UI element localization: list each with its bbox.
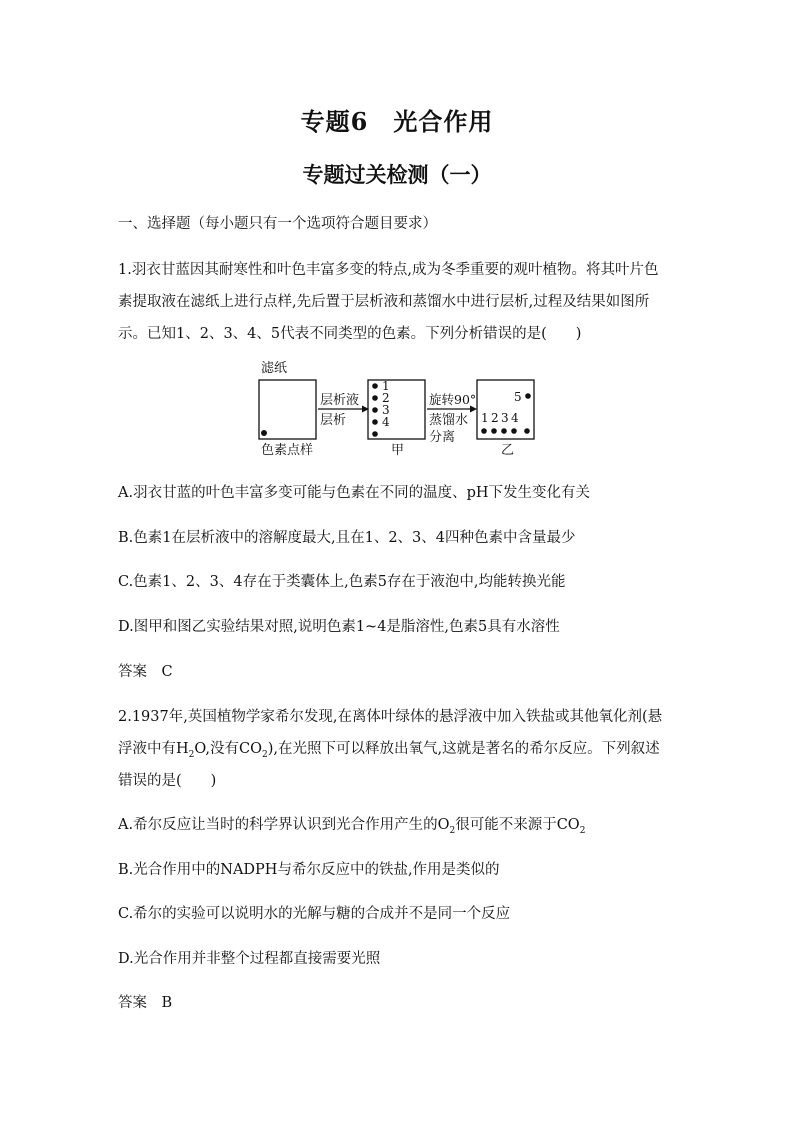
- yi-label-5: 5: [514, 390, 522, 404]
- arrow2-bottom-label: 分离: [429, 430, 456, 445]
- arrow2-mid-label: 蒸馏水: [429, 413, 469, 428]
- q2-option-a: A.希尔反应让当时的科学界认识到光合作用产生的$O_2$很可能不来源于$CO_2$: [118, 817, 586, 836]
- arrow1-bottom-label: 层析: [320, 413, 347, 428]
- jia-label-3: 3: [382, 403, 390, 417]
- q2-option-b: B.光合作用中的NADPH与希尔反应中的铁盐,作用是类似的: [118, 862, 500, 878]
- q1-stem-line-1: 1.羽衣甘蓝因其耐寒性和叶色丰富多变的特点,成为冬季重要的观叶植物。将其叶片色: [118, 262, 659, 278]
- yi-dot-4: [511, 428, 517, 434]
- q2-answer: 答案 B: [118, 995, 173, 1011]
- q1-stem-line-2: 素提取液在滤纸上进行点样,先后置于层析液和蒸馏水中进行层析,过程及结果如图所: [118, 294, 650, 310]
- q1-stem-line-3: 示。已知1、2、3、4、5代表不同类型的色素。下列分析错误的是( ): [118, 326, 582, 342]
- q2-option-d: D.光合作用并非整个过程都直接需要光照: [118, 951, 381, 967]
- chromatography-diagram: [256, 358, 546, 458]
- yi-label-3: 3: [501, 411, 509, 425]
- filter-paper-box: [259, 380, 316, 439]
- jia-label-1: 1: [382, 379, 390, 393]
- yi-dot-3: [501, 428, 507, 434]
- panel-yi-label: 乙: [501, 443, 515, 458]
- page-subtitle: 专题过关检测（一）: [302, 162, 492, 187]
- panel-jia-label: 甲: [391, 443, 405, 458]
- yi-dot-1: [481, 428, 487, 434]
- q1-option-b: B.色素1在层析液中的溶解度最大,且在1、2、3、4四种色素中含量最少: [118, 530, 576, 546]
- q1-option-d: D.图甲和图乙实验结果对照,说明色素1~4是脂溶性,色素5具有水溶性: [118, 619, 560, 635]
- q2-stem-line-1: 2.1937年,英国植物学家希尔发现,在离体叶绿体的悬浮液中加入铁盐或其他氧化剂(悬: [118, 709, 663, 725]
- section-heading: 一、选择题（每小题只有一个选项符合题目要求）: [118, 216, 437, 232]
- yi-label-2: 2: [491, 411, 499, 425]
- jia-label-4: 4: [382, 415, 390, 429]
- q2-stem-line-2: 浮液中有$H_2O$,没有$CO_2$),在光照下可以释放出氧气,这就是著名的希尔反应。下列叙述: [118, 741, 660, 760]
- jia-dot-origin: [372, 431, 378, 437]
- q2-option-c: C.希尔的实验可以说明水的光解与糖的合成并不是同一个反应: [118, 906, 511, 922]
- jia-dot-2: [372, 395, 378, 401]
- jia-dot-3: [372, 407, 378, 413]
- yi-label-4: 4: [511, 411, 519, 425]
- sample-spot: [261, 430, 267, 436]
- q1-option-c: C.色素1、2、3、4存在于类囊体上,色素5存在于液泡中,均能转换光能: [118, 574, 566, 590]
- jia-dot-4: [372, 419, 378, 425]
- yi-dot-5: [525, 393, 531, 399]
- yi-label-1: 1: [481, 411, 489, 425]
- jia-dot-1: [372, 383, 378, 389]
- yi-dot-origin: [524, 428, 530, 434]
- arrow1-top-label: 层析液: [320, 393, 360, 408]
- spot-label: 色素点样: [261, 443, 314, 458]
- q1-answer: 答案 C: [118, 664, 173, 680]
- q1-option-a: A.羽衣甘蓝的叶色丰富多变可能与色素在不同的温度、pH下发生变化有关: [118, 485, 591, 501]
- q2-stem-line-3: 错误的是( ): [118, 773, 217, 789]
- page-title: 专题6 光合作用: [300, 107, 494, 136]
- arrow2-top-label: 旋转90°: [429, 392, 477, 407]
- yi-dot-2: [491, 428, 497, 434]
- filter-paper-label: 滤纸: [261, 361, 288, 376]
- jia-label-2: 2: [382, 391, 390, 405]
